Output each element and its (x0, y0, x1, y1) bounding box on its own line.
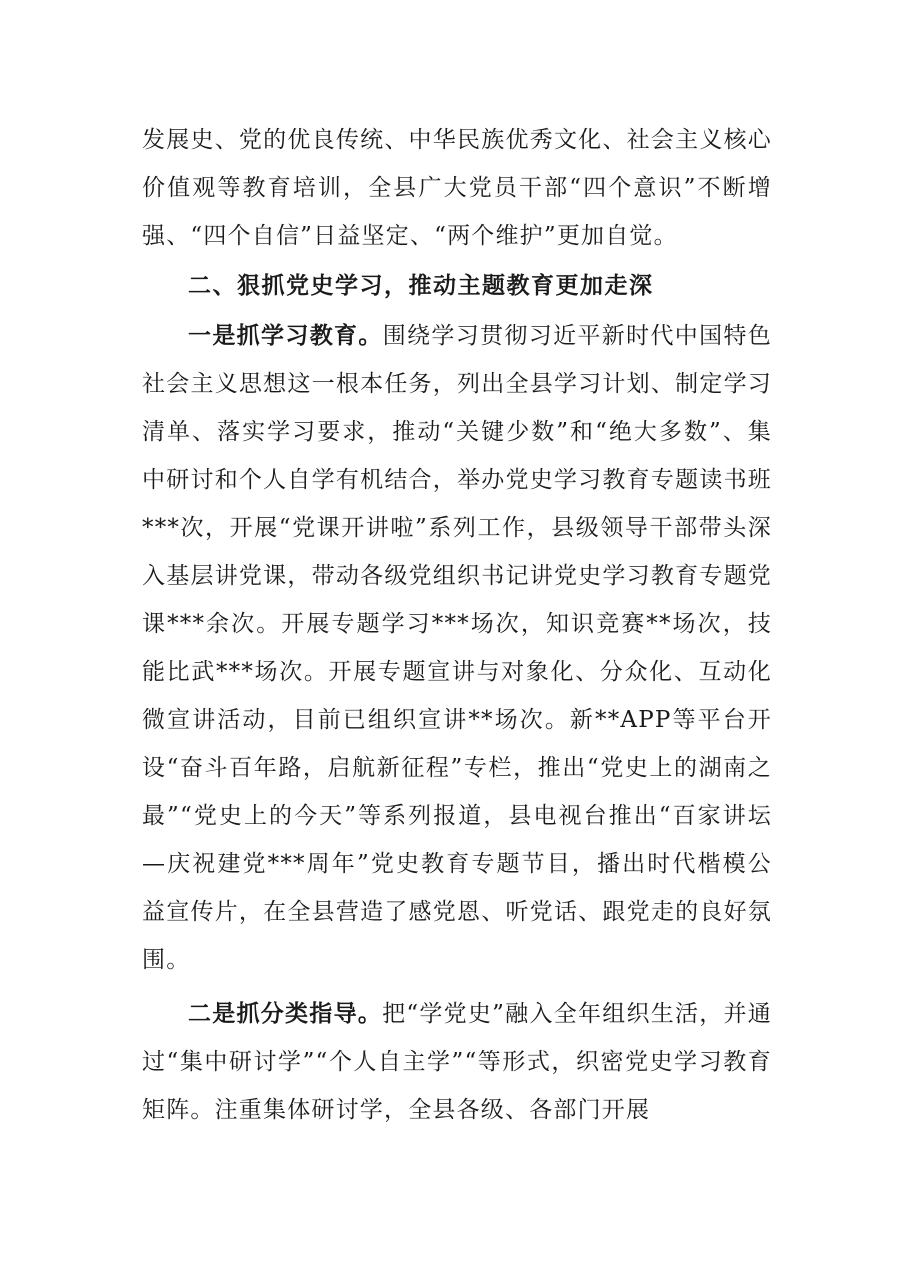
paragraph-lead: 一是抓学习教育。 (188, 322, 383, 349)
paragraph-lead: 二是抓分类指导。 (188, 1000, 383, 1027)
paragraph-classified-guidance (142, 990, 772, 1134)
document-body (142, 116, 772, 1134)
paragraph-body: 把“学党史”融入全年组织生活，并通过“集中研讨学”“个人自主学”“等形式，织密党史学习教育矩阵。注重集体研讨学，全县各级、各部门开展 (142, 1001, 772, 1123)
section-heading: 二、狠抓党史学习，推动主题教育更加走深 (188, 272, 654, 299)
intro-text: 发展史、党的优良传统、中华民族优秀文化、社会主义核心价值观等教育培训，全县广大党员干部“四个意识”不断增强、“四个自信”日益坚定、“两个维护”更加自觉。 (142, 127, 772, 249)
paragraph-study-education (142, 312, 772, 984)
paragraph-body: 围绕学习贯彻习近平新时代中国特色社会主义思想这一根本任务，列出全县学习计划、制定学习清单、落实学习要求，推动“关键少数”和“绝大多数”、集中研讨和个人自学有机结合，举办党史学习教育专题读书班***次，开展“党课开讲啦”系列工作，县级领导干部带头深入基层讲党课，带动各级党组织书记讲党史学习教育专题党课***余次。开展专题学习***场次，知识竞赛**场次，技能比武***场次。开展专题宣讲与对象化、分众化、互动化微宣讲活动，目前已组织宣讲**场次。新**APP等平台开设“奋斗百年路，启航新征程”专栏，推出“党史上的湖南之最”“党史上的今天”等系列报道，县电视台推出“百家讲坛—庆祝建党***周年”党史教育专题节目，播出时代楷模公益宣传片，在全县营造了感党恩、听党话、跟党走的良好氛围。 (142, 323, 772, 973)
intro-paragraph (142, 116, 772, 260)
